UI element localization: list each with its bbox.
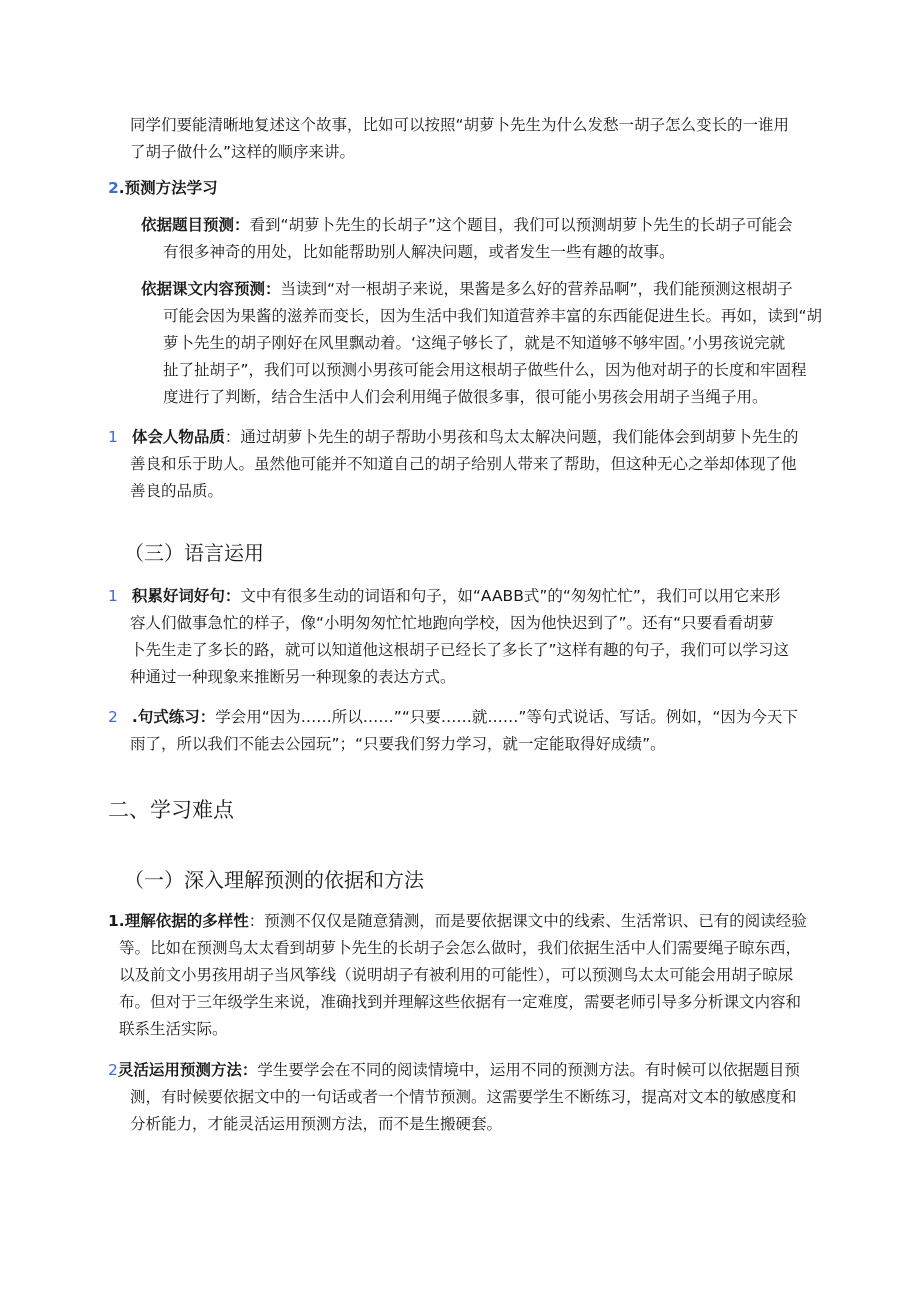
difficulty-item-1-line-3: 以及前文小男孩用胡子当风筝线（说明胡子有被利用的可能性），可以预测鸟太太可能会用胡子晾尿 — [119, 966, 794, 984]
predict-by-content-paragraph — [0, 276, 920, 411]
language-item-1-line-1: 文中有很多生动的词语和句子，如“AABB式”的“匆匆忙忙”，我们可以用它来形 — [240, 587, 781, 605]
character-quality-number: 1 — [108, 428, 118, 446]
section-2-title: .预测方法学习 — [118, 179, 218, 197]
language-item-2-label: .句式练习： — [131, 708, 216, 726]
difficulty-item-1-label: 理解依据的多样性 — [124, 912, 249, 930]
language-item-1 — [0, 583, 920, 691]
character-quality-line-2: 善良和乐于助人。虽然他可能并不知道自己的胡子给别人带来了帮助，但这种无心之举却体现了他 — [130, 455, 797, 473]
difficulty-item-2-line-1: 学生要学会在不同的阅读情境中，运用不同的预测方法。有时候可以依据题目预 — [257, 1061, 800, 1079]
difficulty-item-2-line-3: 分析能力，才能灵活运用预测方法，而不是生搬硬套。 — [130, 1115, 503, 1133]
difficulty-item-1-line-1: ：预测不仅仅是随意猜测，而是要依据课文中的线索、生活常识、已有的阅读经验 — [248, 912, 807, 930]
intro-line-1: 同学们要能清晰地复述这个故事，比如可以按照“胡萝卜先生为什么发愁一胡子怎么变长的一谁用 — [130, 116, 790, 134]
heading-prediction-text: （一）深入理解预测的依据和方法 — [124, 868, 424, 892]
predict-by-content-line-1: 当读到“对一根胡子来说，果酱是多么好的营养品啊”，我们能预测这根胡子 — [280, 280, 793, 298]
heading-language-use — [0, 538, 920, 568]
predict-by-content-line-4: 扯了扯胡子”，我们可以预测小男孩可能会用这根胡子做些什么，因为他对胡子的长度和牢固程 — [163, 361, 807, 379]
difficulty-item-2 — [0, 1057, 920, 1138]
heading-difficulty — [0, 795, 920, 825]
language-item-1-line-2: 容人们做事急忙的样子，像“小明匆匆忙忙地跑向学校，因为他快迟到了”。还有“只要看看胡萝 — [130, 614, 775, 632]
heading-prediction — [0, 865, 920, 895]
difficulty-item-1-line-2: 等。比如在预测鸟太太看到胡萝卜先生的长胡子会怎么做时，我们依据生活中人们需要绳子晾东西， — [119, 939, 802, 957]
difficulty-item-2-line-2: 测，有时候要依据文中的一句话或者一个情节预测。这需要学生不断练习，提高对文本的敏感度和 — [130, 1088, 797, 1106]
section-2-heading — [0, 175, 920, 202]
difficulty-item-1 — [0, 908, 920, 1043]
language-item-2-number: 2 — [108, 708, 118, 726]
character-quality-paragraph — [0, 424, 920, 505]
predict-by-content-label: 依据课文内容预测： — [141, 280, 281, 298]
difficulty-item-1-line-4: 布。但对于三年级学生来说，准确找到并理解这些依据有一定难度，需要老师引导多分析课文内容和 — [119, 993, 802, 1011]
character-quality-line-3: 善良的品质。 — [130, 482, 224, 500]
heading-difficulty-text: 二、学习难点 — [108, 798, 234, 822]
predict-by-title-line-2: 有很多神奇的用处，比如能帮助别人解决问题，或者发生一些有趣的故事。 — [163, 243, 675, 261]
heading-language-use-text: （三）语言运用 — [124, 541, 264, 565]
character-quality-label: 体会人物品质 — [131, 428, 225, 446]
language-item-2 — [0, 704, 920, 758]
difficulty-item-2-number: 2 — [108, 1061, 118, 1079]
language-item-1-number: 1 — [108, 587, 118, 605]
predict-by-title-label: 依据题目预测： — [141, 216, 250, 234]
character-quality-line-1: ：通过胡萝卜先生的胡子帮助小男孩和鸟太太解决问题，我们能体会到胡萝卜先生的 — [224, 428, 799, 446]
language-item-2-line-2: 雨了，所以我们不能去公园玩”；“只要我们努力学习，就一定能取得好成绩”。 — [130, 735, 666, 753]
intro-paragraph — [0, 112, 920, 166]
language-item-1-line-3: 卜先生走了多长的路，就可以知道他这根胡子已经长了多长了”这样有趣的句子，我们可以学习这 — [130, 641, 790, 659]
intro-line-2: 了胡子做什么”这样的顺序来讲。 — [130, 143, 356, 161]
difficulty-item-1-line-5: 联系生活实际。 — [119, 1020, 228, 1038]
predict-by-content-line-3: 萝卜先生的胡子刚好在风里飘动着。‘这绳子够长了，就是不知道够不够牢固。’小男孩说完就 — [163, 334, 786, 352]
language-item-1-line-4: 种通过一种现象来推断另一种现象的表达方式。 — [130, 668, 456, 686]
difficulty-item-2-label: 灵活运用预测方法： — [117, 1061, 258, 1079]
predict-by-content-line-5: 度进行了判断，结合生活中人们会利用绳子做很多事，很可能小男孩会用胡子当绳子用。 — [163, 388, 768, 406]
predict-by-content-line-2: 可能会因为果酱的滋养而变长，因为生活中我们知道营养丰富的东西能促进生长。再如，读到“胡 — [163, 307, 823, 325]
section-2-number: 2 — [108, 179, 119, 197]
difficulty-item-1-number: 1. — [108, 912, 125, 930]
language-item-1-label: 积累好词好句： — [131, 587, 241, 605]
language-item-2-line-1: 学会用“因为……所以……”“只要……就……”等句式说话、写话。例如，“因为今天下 — [215, 708, 798, 726]
predict-by-title-line-1: 看到“胡萝卜先生的长胡子”这个题目，我们可以预测胡萝卜先生的长胡子可能会 — [249, 216, 793, 234]
predict-by-title-paragraph — [0, 212, 920, 266]
